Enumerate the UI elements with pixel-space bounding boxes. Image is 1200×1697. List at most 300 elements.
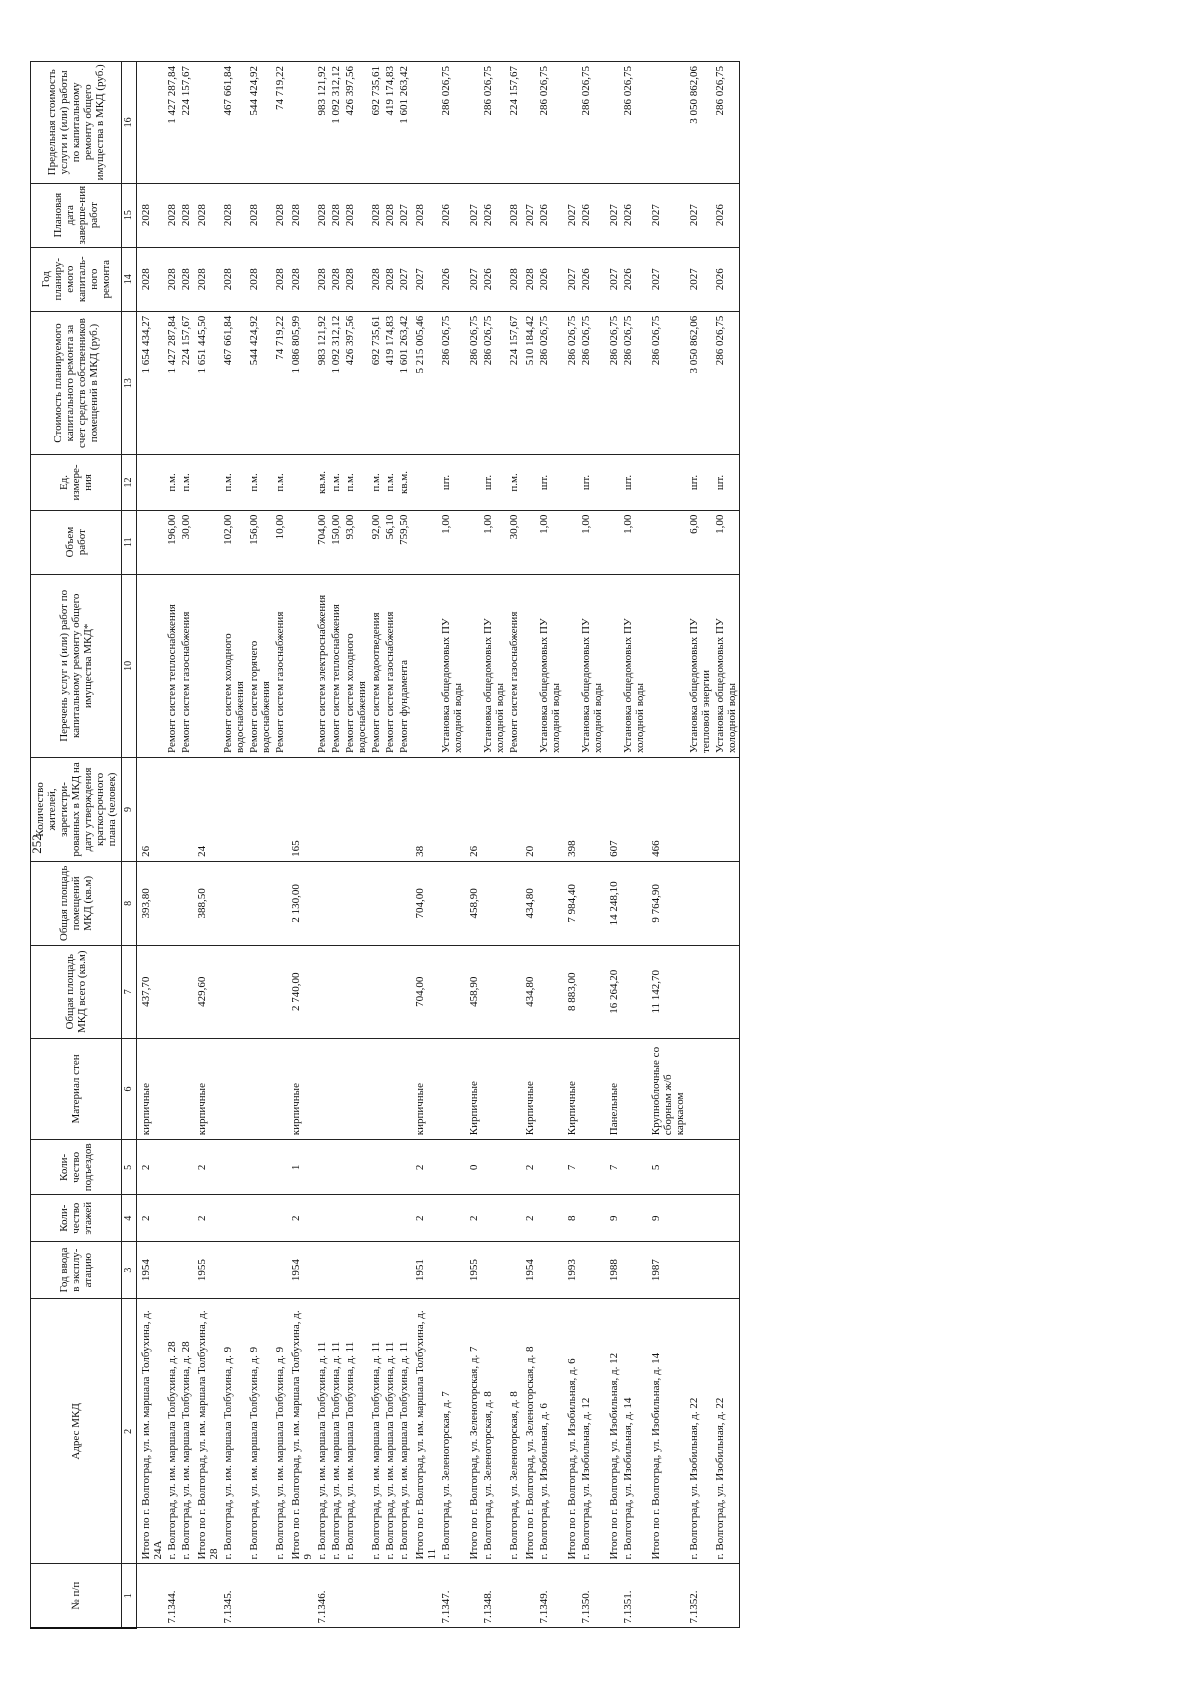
table-cell	[287, 455, 315, 510]
table-cell	[247, 1241, 273, 1298]
table-cell: 2026	[579, 183, 605, 247]
table-cell: Установка общедомовых ПУ холодной воды	[481, 574, 507, 757]
table-cell: Итого по г. Волгоград, ул. им. маршала Толбухина, д. 11	[411, 1299, 439, 1564]
table-cell: 2026	[621, 247, 647, 311]
table-cell	[507, 1564, 521, 1628]
table-cell: 1954	[521, 1241, 537, 1298]
table-cell	[221, 1241, 247, 1298]
table-cell: Панельные	[605, 1038, 621, 1140]
table-cell	[369, 1140, 383, 1195]
table-cell	[137, 455, 166, 510]
table-cell: 2026	[439, 183, 465, 247]
table-cell	[411, 62, 439, 184]
table-cell: 2028	[221, 183, 247, 247]
total-row	[647, 62, 687, 1629]
table-cell: 2026	[439, 247, 465, 311]
column-header: Ед. измере-ния	[31, 455, 122, 510]
table-cell	[713, 758, 740, 862]
table-cell: 544 424,92	[247, 62, 273, 184]
table-cell	[605, 574, 621, 757]
table-cell	[687, 1038, 713, 1140]
table-cell	[369, 945, 383, 1038]
table-cell: 2027	[397, 247, 411, 311]
table-cell	[439, 758, 465, 862]
table-cell: 30,00	[179, 510, 193, 574]
table-cell: 0	[465, 1140, 481, 1195]
table-cell: 2028	[521, 247, 537, 311]
table-cell: 224 157,67	[179, 311, 193, 455]
table-cell: 286 026,75	[621, 311, 647, 455]
table-cell: 14 248,10	[605, 861, 621, 945]
table-cell: 2 740,00	[287, 945, 315, 1038]
column-number: 3	[122, 1241, 137, 1298]
table-cell	[315, 945, 329, 1038]
table-cell: 156,00	[247, 510, 273, 574]
table-cell: г. Волгоград, ул. им. маршала Толбухина, д. 28	[179, 1299, 193, 1564]
table-cell: Итого по г. Волгоград, ул. Зеленогорская, д. 7	[465, 1299, 481, 1564]
table-cell: 2	[137, 1195, 166, 1241]
table-cell	[247, 861, 273, 945]
table-cell	[247, 1038, 273, 1140]
column-header: Год планиру-емого капиталь-ного ремонта	[31, 247, 122, 311]
table-cell: 7 984,40	[563, 861, 579, 945]
table-cell	[329, 945, 343, 1038]
table-row	[165, 62, 179, 1629]
table-cell: 2028	[247, 183, 273, 247]
table-cell: 56,10	[383, 510, 397, 574]
table-cell: 38	[411, 758, 439, 862]
table-cell: г. Волгоград, ул. им. маршала Толбухина, д. 11	[397, 1299, 411, 1564]
table-cell: 224 157,67	[507, 62, 521, 184]
table-cell	[411, 574, 439, 757]
table-cell	[221, 758, 247, 862]
table-cell	[179, 1241, 193, 1298]
table-cell	[507, 758, 521, 862]
table-cell	[343, 1241, 369, 1298]
table-cell	[439, 1038, 465, 1140]
table-cell: 2028	[315, 183, 329, 247]
table-cell	[315, 758, 329, 862]
table-cell: Итого по г. Волгоград, ул. им. маршала Толбухина, д. 9	[287, 1299, 315, 1564]
table-cell: 286 026,75	[439, 62, 465, 184]
table-cell: Установка общедомовых ПУ холодной воды	[713, 574, 740, 757]
table-row	[579, 62, 605, 1629]
table-cell	[687, 861, 713, 945]
table-cell: 2	[521, 1195, 537, 1241]
table-cell: кв.м.	[397, 455, 411, 510]
table-cell	[621, 1241, 647, 1298]
table-cell	[383, 1140, 397, 1195]
table-cell	[315, 861, 329, 945]
table-cell: Ремонт систем электроснабжения	[315, 574, 329, 757]
table-cell: 510 184,42	[521, 311, 537, 455]
table-cell	[329, 1564, 343, 1628]
table-cell: 1954	[137, 1241, 166, 1298]
table-cell: 7.1352.	[687, 1564, 713, 1628]
table-cell: Ремонт систем газоснабжения	[273, 574, 287, 757]
table-cell: 983 121,92	[315, 62, 329, 184]
table-cell	[439, 1241, 465, 1298]
table-cell: 7.1349.	[537, 1564, 563, 1628]
column-number: 7	[122, 945, 137, 1038]
table-cell: 2028	[343, 247, 369, 311]
table-cell: 1 654 434,27	[137, 311, 166, 455]
column-header: Коли-чество этажей	[31, 1195, 122, 1241]
table-cell	[621, 1195, 647, 1241]
table-row	[273, 62, 287, 1629]
table-cell	[507, 1241, 521, 1298]
table-cell	[137, 574, 166, 757]
table-cell: 286 026,75	[621, 62, 647, 184]
table-cell: Ремонт систем газоснабжения	[179, 574, 193, 757]
table-cell: Крупноблочные со сборным ж/б каркасом	[647, 1038, 687, 1140]
total-row	[193, 62, 221, 1629]
column-number: 6	[122, 1038, 137, 1140]
table-cell: 2028	[273, 247, 287, 311]
table-cell: 6,00	[687, 510, 713, 574]
table-cell	[273, 945, 287, 1038]
total-row	[521, 62, 537, 1629]
column-number: 13	[122, 311, 137, 455]
table-header-row	[31, 62, 122, 1629]
table-cell: 2028	[329, 183, 343, 247]
table-cell: 983 121,92	[315, 311, 329, 455]
table-row	[315, 62, 329, 1629]
table-cell: 286 026,75	[465, 311, 481, 455]
table-cell: 2026	[713, 183, 740, 247]
table-cell	[179, 1140, 193, 1195]
table-cell: Ремонт систем холодного водоснабжения	[343, 574, 369, 757]
table-cell	[383, 1564, 397, 1628]
table-cell	[521, 62, 537, 184]
table-cell: г. Волгоград, ул. Изобильная, д. 22	[713, 1299, 740, 1564]
table-cell	[411, 455, 439, 510]
table-cell: г. Волгоград, ул. Изобильная, д. 14	[621, 1299, 647, 1564]
table-cell: 2027	[647, 247, 687, 311]
table-cell	[687, 1241, 713, 1298]
table-cell	[507, 1140, 521, 1195]
table-cell	[369, 758, 383, 862]
table-cell: 1955	[465, 1241, 481, 1298]
table-cell: 704,00	[411, 861, 439, 945]
table-cell	[343, 861, 369, 945]
table-cell: Итого по г. Волгоград, ул. Зеленогорская, д. 8	[521, 1299, 537, 1564]
table-cell: 2028	[193, 247, 221, 311]
table-cell	[439, 1140, 465, 1195]
table-cell: Кирпичные	[563, 1038, 579, 1140]
table-cell	[343, 945, 369, 1038]
table-cell	[179, 861, 193, 945]
table-cell	[165, 861, 179, 945]
table-cell	[397, 1195, 411, 1241]
table-cell	[647, 510, 687, 574]
table-cell: 1993	[563, 1241, 579, 1298]
table-row	[329, 62, 343, 1629]
column-number: 10	[122, 574, 137, 757]
table-cell: 2027	[687, 247, 713, 311]
table-cell	[465, 574, 481, 757]
table-row	[537, 62, 563, 1629]
table-cell: 1951	[411, 1241, 439, 1298]
table-cell	[329, 1195, 343, 1241]
table-cell: 286 026,75	[579, 62, 605, 184]
table-cell: 2028	[411, 183, 439, 247]
table-cell: Ремонт систем водоотведения	[369, 574, 383, 757]
table-cell	[329, 1140, 343, 1195]
table-cell: 2027	[465, 183, 481, 247]
table-cell: 692 735,61	[369, 311, 383, 455]
table-cell: 2027	[605, 183, 621, 247]
table-cell	[247, 758, 273, 862]
table-cell	[343, 1195, 369, 1241]
table-cell: 224 157,67	[179, 62, 193, 184]
table-cell: 1,00	[439, 510, 465, 574]
table-cell: 286 026,75	[713, 62, 740, 184]
table-cell	[247, 1195, 273, 1241]
table-cell	[165, 1140, 179, 1195]
table-cell	[221, 1038, 247, 1140]
table-cell	[481, 861, 507, 945]
table-cell: 9	[647, 1195, 687, 1241]
table-cell: 196,00	[165, 510, 179, 574]
table-cell	[465, 510, 481, 574]
table-cell	[287, 1564, 315, 1628]
table-cell	[579, 861, 605, 945]
table-cell	[137, 510, 166, 574]
table-row	[481, 62, 507, 1629]
table-cell	[165, 1241, 179, 1298]
table-cell	[621, 1038, 647, 1140]
table-cell: шт.	[579, 455, 605, 510]
table-cell	[713, 1241, 740, 1298]
table-cell: 1,00	[579, 510, 605, 574]
table-cell	[537, 1241, 563, 1298]
table-cell: Ремонт систем теплоснабжения	[165, 574, 179, 757]
table-cell: 24	[193, 758, 221, 862]
column-number: 4	[122, 1195, 137, 1241]
column-header: Общая площадь помещений МКД (кв.м)	[31, 861, 122, 945]
table-cell	[397, 1564, 411, 1628]
table-cell	[179, 1564, 193, 1628]
table-row	[247, 62, 273, 1629]
table-cell: 9 764,90	[647, 861, 687, 945]
table-row	[343, 62, 369, 1629]
table-cell	[481, 1195, 507, 1241]
table-cell: 2028	[221, 247, 247, 311]
table-cell: 2028	[165, 183, 179, 247]
table-cell: 1954	[287, 1241, 315, 1298]
table-cell	[383, 861, 397, 945]
table-cell: Установка общедомовых ПУ холодной воды	[621, 574, 647, 757]
table-cell	[315, 1195, 329, 1241]
table-cell	[273, 1241, 287, 1298]
table-cell: 2027	[411, 247, 439, 311]
table-cell: 74 719,22	[273, 311, 287, 455]
table-cell	[193, 1564, 221, 1628]
table-cell: шт.	[439, 455, 465, 510]
table-cell: 393,80	[137, 861, 166, 945]
capital-repair-table	[30, 61, 740, 1629]
table-cell	[287, 510, 315, 574]
table-cell: 2028	[507, 247, 521, 311]
table-cell: 2026	[537, 247, 563, 311]
table-cell	[465, 1564, 481, 1628]
table-cell: 2028	[273, 183, 287, 247]
table-cell: Итого по г. Волгоград, ул. Изобильная, д. 6	[563, 1299, 579, 1564]
table-cell: г. Волгоград, ул. им. маршала Толбухина, д. 11	[329, 1299, 343, 1564]
table-cell: г. Волгоград, ул. им. маршала Толбухина, д. 11	[383, 1299, 397, 1564]
table-cell: 2026	[481, 183, 507, 247]
table-row	[621, 62, 647, 1629]
table-cell	[537, 1195, 563, 1241]
table-cell	[383, 1241, 397, 1298]
table-cell	[579, 1038, 605, 1140]
table-cell	[507, 861, 521, 945]
column-number: 14	[122, 247, 137, 311]
table-cell	[329, 758, 343, 862]
table-cell	[397, 1241, 411, 1298]
table-cell: 426 397,56	[343, 62, 369, 184]
table-cell: 1,00	[713, 510, 740, 574]
table-cell: 150,00	[329, 510, 343, 574]
table-cell: 466	[647, 758, 687, 862]
table-cell	[579, 1140, 605, 1195]
table-cell	[369, 861, 383, 945]
table-cell: 3 050 862,06	[687, 62, 713, 184]
table-cell: 2028	[287, 247, 315, 311]
total-row	[287, 62, 315, 1629]
table-cell: 2028	[315, 247, 329, 311]
table-cell: Ремонт систем холодного водоснабжения	[221, 574, 247, 757]
table-cell: кирпичные	[137, 1038, 166, 1140]
table-cell: 1	[287, 1140, 315, 1195]
table-cell	[247, 1140, 273, 1195]
column-number: 12	[122, 455, 137, 510]
table-cell: 434,80	[521, 945, 537, 1038]
table-cell: 165	[287, 758, 315, 862]
table-cell: 10,00	[273, 510, 287, 574]
table-cell	[411, 1564, 439, 1628]
table-cell	[193, 510, 221, 574]
table-row	[369, 62, 383, 1629]
table-cell: 2027	[647, 183, 687, 247]
total-row	[605, 62, 621, 1629]
table-cell	[481, 758, 507, 862]
table-cell	[383, 1038, 397, 1140]
table-cell: 2 130,00	[287, 861, 315, 945]
column-header: Объем работ	[31, 510, 122, 574]
table-cell	[343, 1038, 369, 1140]
table-cell: 2028	[369, 183, 383, 247]
table-cell	[273, 1140, 287, 1195]
table-cell: п.м.	[273, 455, 287, 510]
table-cell	[439, 1195, 465, 1241]
table-cell: 3 050 862,06	[687, 311, 713, 455]
table-row	[687, 62, 713, 1629]
table-cell: шт.	[713, 455, 740, 510]
table-cell: 286 026,75	[647, 311, 687, 455]
table-cell	[383, 945, 397, 1038]
table-row	[439, 62, 465, 1629]
table-cell: п.м.	[383, 455, 397, 510]
table-cell: 2027	[465, 247, 481, 311]
table-cell	[343, 1140, 369, 1195]
table-cell: Итого по г. Волгоград, ул. Изобильная, д. 14	[647, 1299, 687, 1564]
table-cell: 224 157,67	[507, 311, 521, 455]
table-cell	[179, 945, 193, 1038]
table-cell: г. Волгоград, ул. Зеленогорская, д. 7	[439, 1299, 465, 1564]
table-cell: г. Волгоград, ул. им. маршала Толбухина, д. 9	[247, 1299, 273, 1564]
table-cell	[411, 510, 439, 574]
table-cell	[621, 945, 647, 1038]
table-cell: 2027	[563, 247, 579, 311]
table-cell	[481, 945, 507, 1038]
table-cell: 429,60	[193, 945, 221, 1038]
table-cell: 1955	[193, 1241, 221, 1298]
total-row	[411, 62, 439, 1629]
table-cell: 7.1350.	[579, 1564, 605, 1628]
table-cell: 1 651 445,50	[193, 311, 221, 455]
table-cell: 93,00	[343, 510, 369, 574]
table-cell	[273, 1195, 287, 1241]
table-cell: 2027	[687, 183, 713, 247]
table-cell	[137, 62, 166, 184]
table-cell	[397, 861, 411, 945]
table-cell: 2028	[247, 247, 273, 311]
table-cell	[521, 574, 537, 757]
table-cell: 7	[605, 1140, 621, 1195]
table-cell: г. Волгоград, ул. им. маршала Толбухина, д. 11	[315, 1299, 329, 1564]
table-cell	[563, 510, 579, 574]
table-cell: 2026	[537, 183, 563, 247]
table-cell	[273, 1038, 287, 1140]
table-cell: 16 264,20	[605, 945, 621, 1038]
table-cell: 7.1344.	[165, 1564, 179, 1628]
table-cell	[439, 861, 465, 945]
table-cell	[329, 1241, 343, 1298]
column-number: 9	[122, 758, 137, 862]
table-cell: 388,50	[193, 861, 221, 945]
table-cell	[397, 1038, 411, 1140]
table-cell: Установка общедомовых ПУ холодной воды	[537, 574, 563, 757]
table-cell	[521, 1564, 537, 1628]
total-row	[137, 62, 166, 1629]
table-cell: 607	[605, 758, 621, 862]
table-cell	[247, 945, 273, 1038]
table-cell	[137, 1564, 166, 1628]
table-cell: 398	[563, 758, 579, 862]
table-cell: г. Волгоград, ул. Зеленогорская, д. 8	[507, 1299, 521, 1564]
table-cell: Итого по г. Волгоград, ул. им. маршала Толбухина, д. 28	[193, 1299, 221, 1564]
table-cell: 419 174,83	[383, 311, 397, 455]
table-cell: Кирпичные	[465, 1038, 481, 1140]
table-cell: 102,00	[221, 510, 247, 574]
table-cell: 26	[137, 758, 166, 862]
table-cell: 1,00	[537, 510, 563, 574]
column-header: Год ввода в эксплу-атацию	[31, 1241, 122, 1298]
table-cell	[507, 945, 521, 1038]
table-cell: кв.м.	[315, 455, 329, 510]
table-cell: 2028	[369, 247, 383, 311]
table-cell	[521, 455, 537, 510]
table-cell	[713, 861, 740, 945]
table-cell	[221, 861, 247, 945]
table-cell: 1 092 312,12	[329, 311, 343, 455]
table-cell	[329, 861, 343, 945]
table-cell: г. Волгоград, ул. Зеленогорская, д. 8	[481, 1299, 507, 1564]
table-cell	[621, 1140, 647, 1195]
column-header: Плановая дата заверше-ния работ	[31, 183, 122, 247]
